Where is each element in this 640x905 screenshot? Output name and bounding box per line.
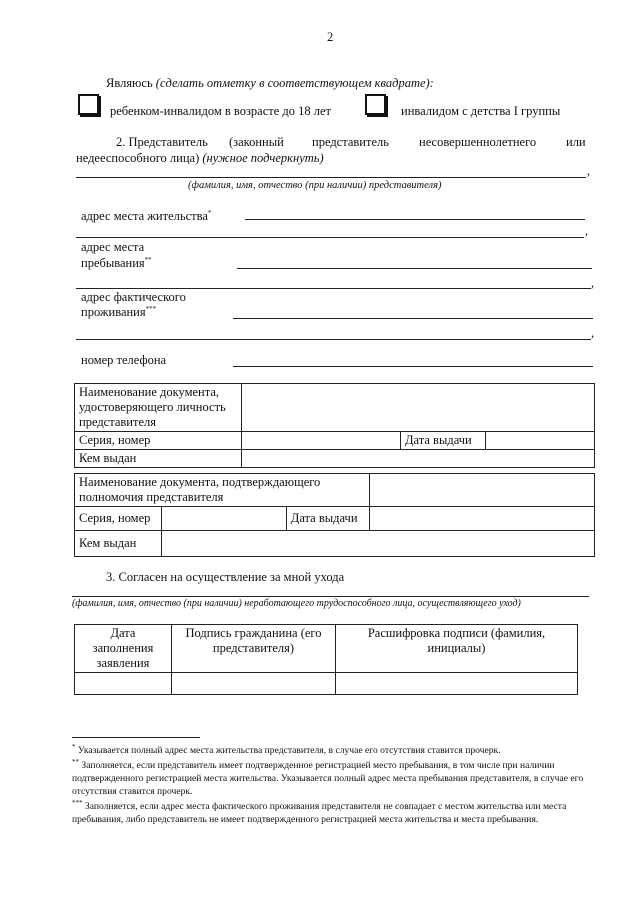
address-residence-label: адрес места жительства* (81, 209, 212, 224)
status-prompt (106, 76, 434, 91)
authority-doc-date-label: Дата выдачи (286, 507, 369, 531)
address-actual-label-1: адрес фактического (81, 290, 186, 304)
status-prompt-label: Являюсь (106, 76, 153, 90)
sig-decode-header: Расшифровка подписи (фамилия, инициалы) (336, 625, 578, 673)
footnote-2: ** Заполняется, если представитель имеет подтвержденное регистрацией место пребывания, в том числе при наличии подтвержденного регистрацией места жительства. Указывается полный адрес места пребывания представителя, в случае его отсутствия ставится прочерк. (72, 758, 584, 798)
sig-date-cell[interactable] (75, 673, 172, 695)
rep-line2 (76, 151, 324, 166)
rep-w2: (законный (229, 135, 284, 149)
address-residence-input-2[interactable] (76, 237, 584, 238)
id-doc-date-label: Дата выдачи (401, 432, 486, 450)
sig-signature-header: Подпись гражданина (его представителя) (172, 625, 336, 673)
consent-caption: (фамилия, имя, отчество (при наличии) неработающего трудоспособного лица, осуществляющего уход) (72, 598, 521, 609)
footnote-3: *** Заполняется, если адрес места фактического проживания представителя не совпадает с местом жительства или места пребывания, либо представитель не имеет подтвержденного регистрацией места жительства и места пребывания. (72, 799, 567, 826)
footnote-1: * Указывается полный адрес места жительства представителя, в случае его отсутствия ставится прочерк. (72, 743, 501, 757)
sig-date-header: Дата заполнения заявления (75, 625, 172, 673)
phone-input[interactable] (233, 366, 593, 367)
address-actual-input[interactable] (233, 318, 593, 319)
checkbox-disabled-from-childhood[interactable] (365, 94, 386, 115)
address-actual-text: проживания (81, 305, 146, 320)
footnote-3-text: Заполняется, если адрес места фактического проживания представителя не совпадает с местом жительства или места пребывания, либо представитель не имеет подтвержденного регистрацией места жительства и места пребывания. (72, 801, 567, 826)
rep-name-line[interactable] (76, 177, 586, 178)
address-actual-input-2[interactable] (76, 339, 591, 340)
id-doc-issued-label: Кем выдан (75, 450, 242, 468)
comma: , (587, 164, 591, 178)
rep-line2-text: недееспособного лица) (76, 151, 200, 165)
status-hint: (сделать отметку в соответствующем квадрате): (155, 76, 434, 90)
page-number: 2 (327, 30, 334, 44)
id-doc-series-label: Серия, номер (75, 432, 242, 450)
rep-line2-hint: (нужное подчеркнуть) (202, 151, 324, 165)
authority-doc-table (74, 473, 595, 557)
address-residence-text: адрес места жительства (81, 209, 208, 224)
id-doc-table (74, 383, 595, 468)
comma: , (585, 224, 589, 238)
comma: , (591, 326, 595, 340)
option-child-disabled-label: ребенком-инвалидом в возрасте до 18 лет (110, 104, 331, 118)
authority-doc-name-label: Наименование документа, подтверждающего полномочия представителя (75, 474, 370, 507)
authority-doc-date-cell[interactable] (370, 507, 595, 531)
footnote-1-text: Указывается полный адрес места жительства представителя, в случае его отсутствия ставится прочерк. (77, 745, 501, 757)
signature-table (74, 624, 578, 695)
rep-w4: несовершеннолетнего (419, 135, 537, 149)
rep-w3: представитель (312, 135, 389, 149)
consent-text: 3. Согласен на осуществление за мной ухода (106, 570, 345, 584)
id-doc-series-cell[interactable] (242, 432, 401, 450)
sig-signature-cell[interactable] (172, 673, 336, 695)
footnote-separator (72, 737, 200, 738)
id-doc-date-cell[interactable] (486, 432, 595, 450)
address-stay-label-2: пребывания** (81, 256, 152, 271)
id-doc-name-cell[interactable] (242, 384, 595, 432)
rep-w5: или (566, 135, 586, 149)
address-stay-text: пребывания (81, 256, 145, 271)
rep-w1: 2. Представитель (116, 135, 208, 149)
address-stay-input[interactable] (237, 268, 592, 269)
option-disabled-from-childhood-label: инвалидом с детства I группы (401, 104, 561, 118)
address-actual-label-2: проживания*** (81, 305, 157, 320)
address-stay-input-2[interactable] (76, 288, 591, 289)
id-doc-name-label: Наименование документа, удостоверяющего личность представителя (75, 384, 242, 432)
sig-decode-cell[interactable] (336, 673, 578, 695)
consent-name-input[interactable] (72, 596, 589, 597)
authority-doc-series-label: Серия, номер (75, 507, 162, 531)
authority-doc-issued-label: Кем выдан (75, 531, 162, 557)
rep-name-caption: (фамилия, имя, отчество (при наличии) представителя) (188, 180, 442, 191)
authority-doc-series-cell[interactable] (162, 507, 286, 531)
authority-doc-issued-cell[interactable] (162, 531, 595, 557)
address-stay-label-1: адрес места (81, 240, 145, 254)
comma: , (591, 276, 595, 290)
id-doc-issued-cell[interactable] (242, 450, 595, 468)
phone-label: номер телефона (81, 353, 167, 367)
address-residence-input[interactable] (245, 219, 585, 220)
footnote-2-text: Заполняется, если представитель имеет подтвержденное регистрацией место пребывания, в том числе при наличии подтвержденного регистрацией места жительства. Указывается полный адрес места пребывания представителя, в случае его отсутствия ставится прочерк. (72, 760, 584, 798)
authority-doc-name-cell[interactable] (370, 474, 595, 507)
checkbox-child-disabled[interactable] (78, 94, 99, 115)
